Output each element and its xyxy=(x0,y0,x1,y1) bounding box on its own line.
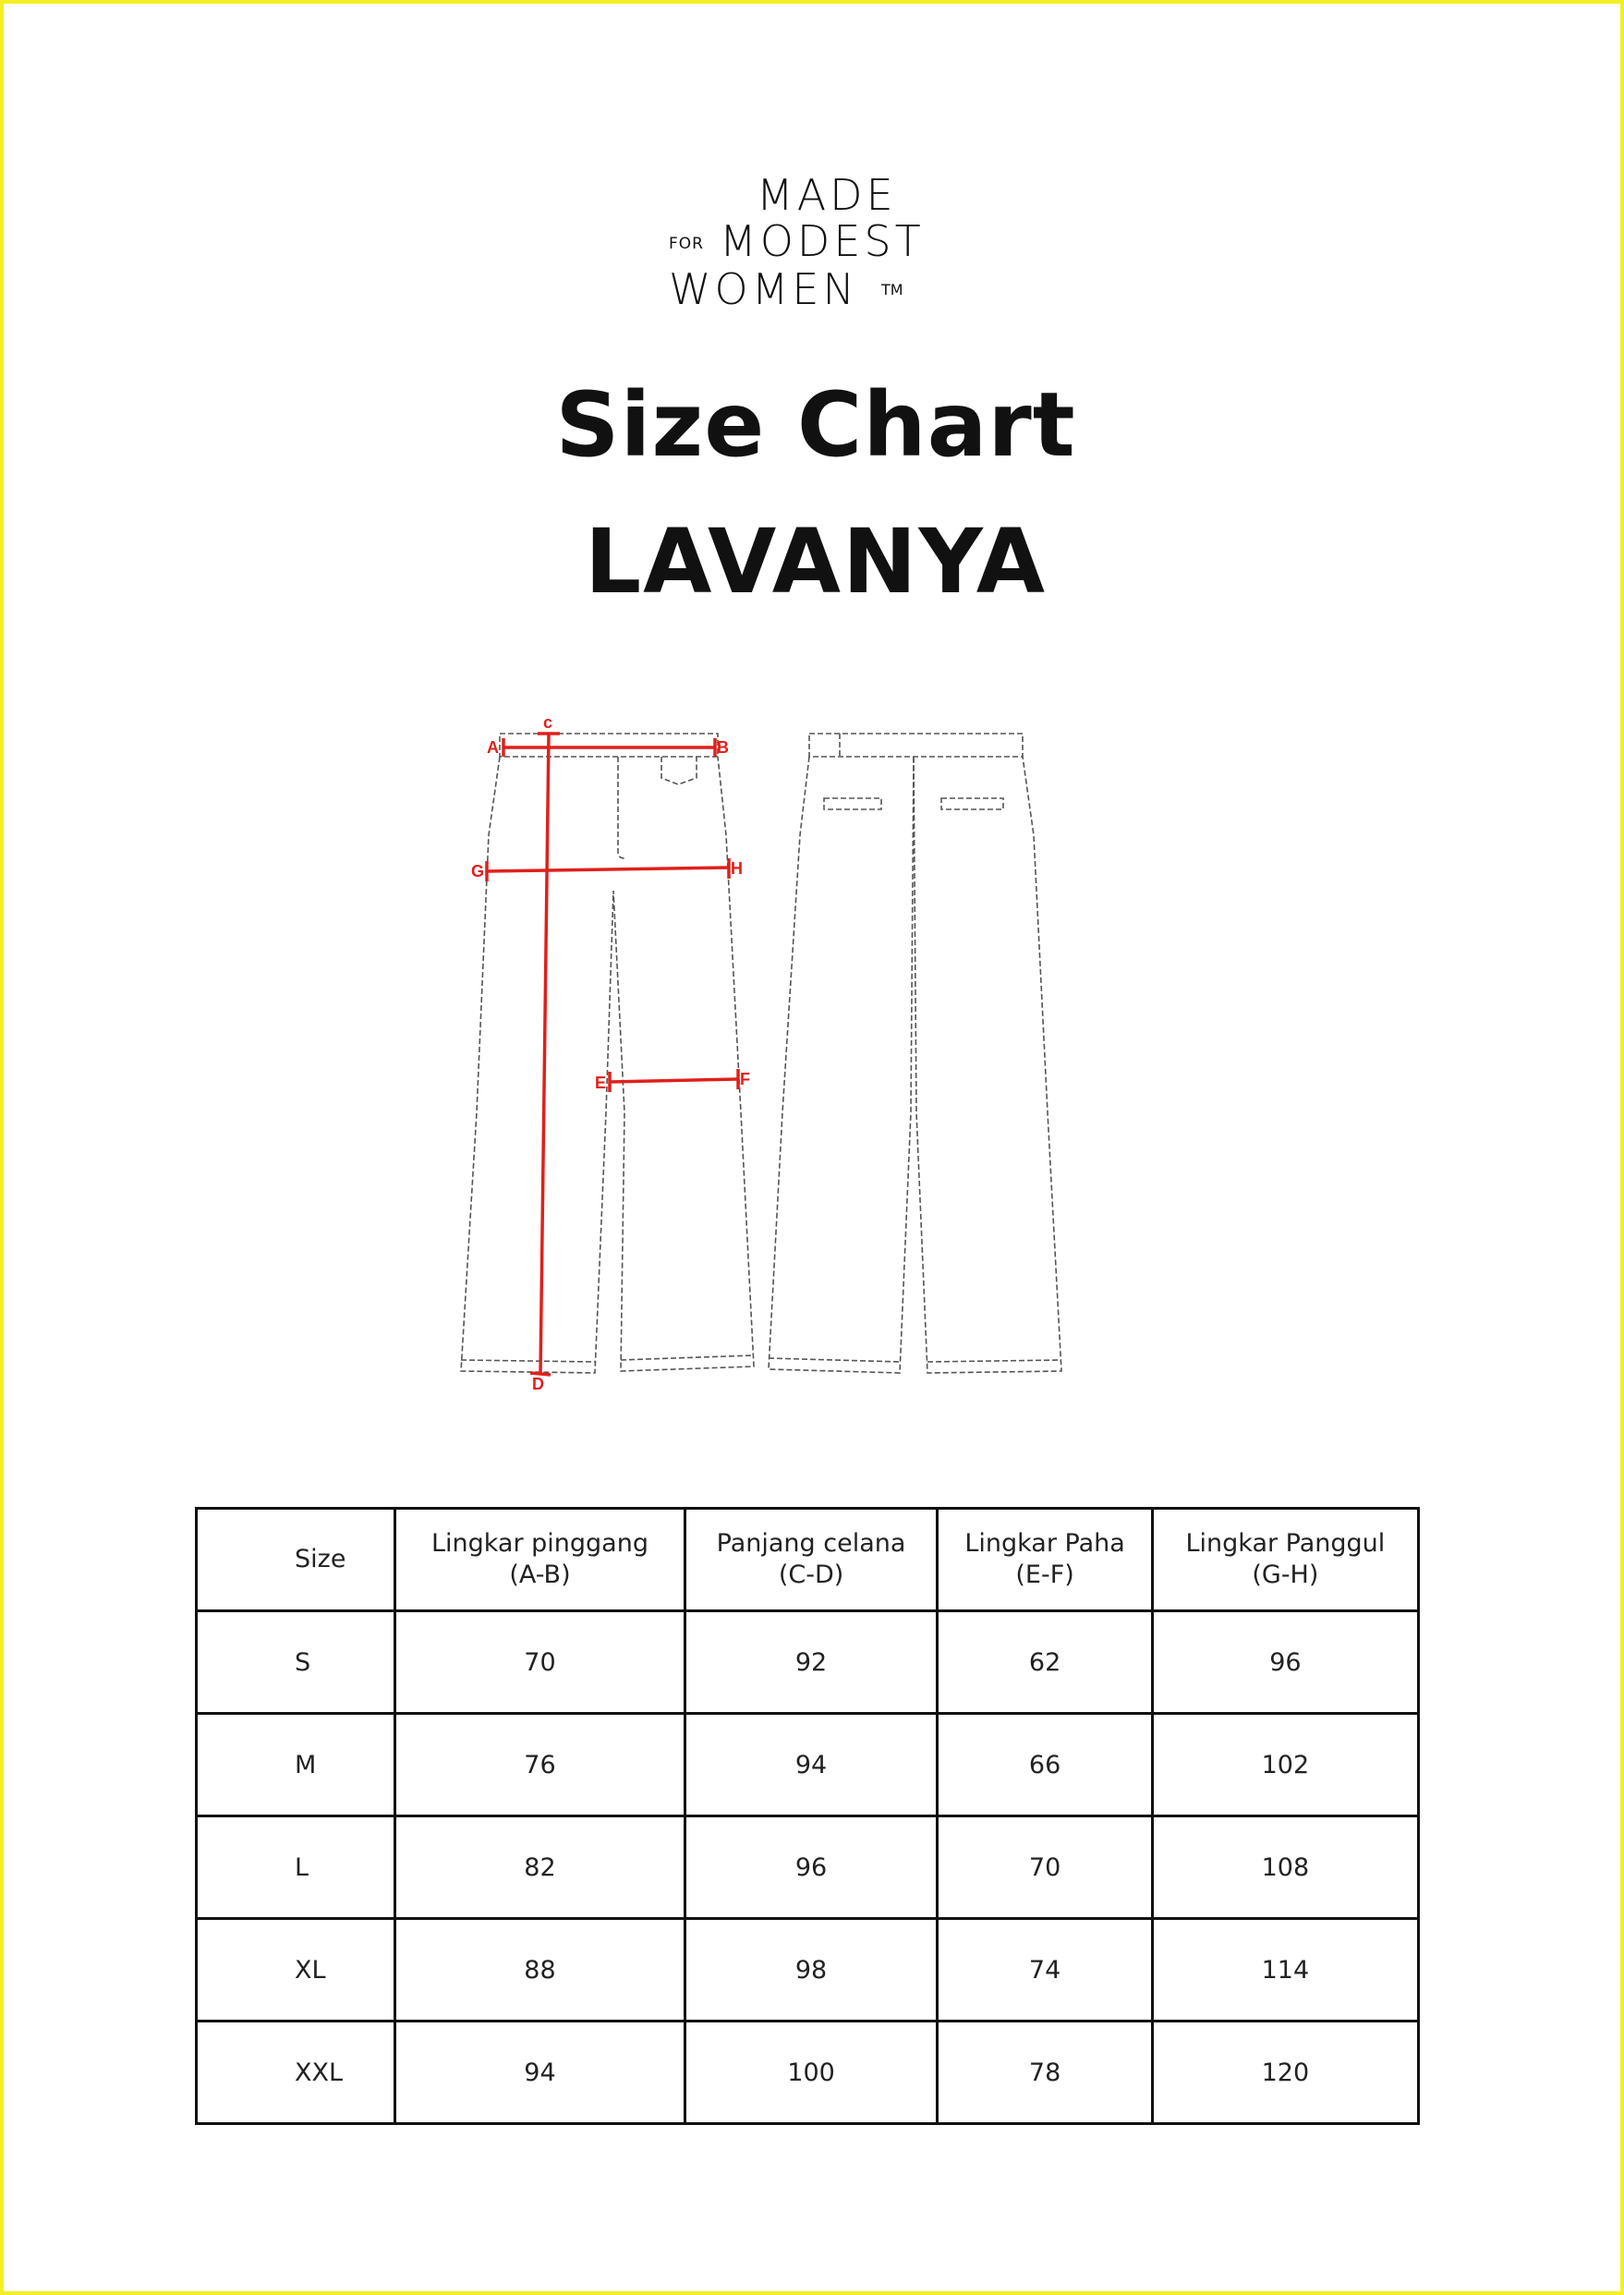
trousers-measurement-diagram xyxy=(447,706,1094,1408)
size-cell: M xyxy=(197,1714,395,1816)
waist-cell: 94 xyxy=(395,2022,685,2124)
table-row xyxy=(197,1816,1419,1919)
thigh-cell: 70 xyxy=(938,1816,1152,1919)
logo-trademark: TM xyxy=(881,281,903,298)
thigh-cell: 74 xyxy=(938,1919,1152,2022)
label-g: G xyxy=(471,862,485,880)
hip-cell: 96 xyxy=(1152,1611,1418,1714)
measurement-lines xyxy=(487,734,738,1375)
length-cell: 94 xyxy=(685,1714,938,1816)
thigh-cell: 62 xyxy=(938,1611,1152,1714)
thigh-cell: 78 xyxy=(938,2022,1152,2124)
label-a: A xyxy=(487,738,499,757)
hip-cell: 114 xyxy=(1152,1919,1418,2022)
hip-cell: 102 xyxy=(1152,1714,1418,1816)
size-cell: S xyxy=(197,1611,395,1714)
product-name: LAVANYA xyxy=(585,510,1047,613)
label-f: F xyxy=(740,1070,750,1088)
size-cell: L xyxy=(197,1816,395,1919)
length-cell: 100 xyxy=(685,2022,938,2124)
waist-cell: 82 xyxy=(395,1816,685,1919)
header-thigh: Lingkar Paha (E-F) xyxy=(938,1509,1152,1611)
header-length: Panjang celana (C-D) xyxy=(685,1509,938,1611)
size-cell: XXL xyxy=(197,2022,395,2124)
length-cell: 96 xyxy=(685,1816,938,1919)
page-title: Size Chart xyxy=(555,373,1076,477)
brand-logo xyxy=(669,170,946,318)
label-d: D xyxy=(532,1375,544,1393)
label-b: B xyxy=(717,738,729,757)
measurement-labels xyxy=(471,713,750,1393)
logo-line-made: MADE xyxy=(757,170,897,220)
length-cell: 98 xyxy=(685,1919,938,2022)
size-chart-table xyxy=(195,1507,1420,2125)
header-hip: Lingkar Panggul (G-H) xyxy=(1152,1509,1418,1611)
header-waist: Lingkar pinggang (A-B) xyxy=(395,1509,685,1611)
trousers-back-view xyxy=(769,734,1061,1373)
table-header-row xyxy=(197,1509,1419,1611)
waist-cell: 88 xyxy=(395,1919,685,2022)
label-e: E xyxy=(595,1074,607,1092)
waist-cell: 76 xyxy=(395,1714,685,1816)
length-cell: 92 xyxy=(685,1611,938,1714)
size-cell: XL xyxy=(197,1919,395,2022)
trousers-front-view xyxy=(461,734,754,1373)
table-row xyxy=(197,2022,1419,2124)
waist-cell: 70 xyxy=(395,1611,685,1714)
hip-cell: 120 xyxy=(1152,2022,1418,2124)
table-row xyxy=(197,1611,1419,1714)
logo-line-women: WOMEN xyxy=(669,264,858,314)
logo-line-modest: MODEST xyxy=(720,216,925,266)
table-row xyxy=(197,1919,1419,2022)
thigh-cell: 66 xyxy=(938,1714,1152,1816)
table-row xyxy=(197,1714,1419,1816)
label-h: H xyxy=(731,859,743,878)
logo-word-for: FOR xyxy=(669,235,704,253)
hip-cell: 108 xyxy=(1152,1816,1418,1919)
header-size: Size xyxy=(197,1509,395,1611)
label-c: c xyxy=(543,713,553,732)
